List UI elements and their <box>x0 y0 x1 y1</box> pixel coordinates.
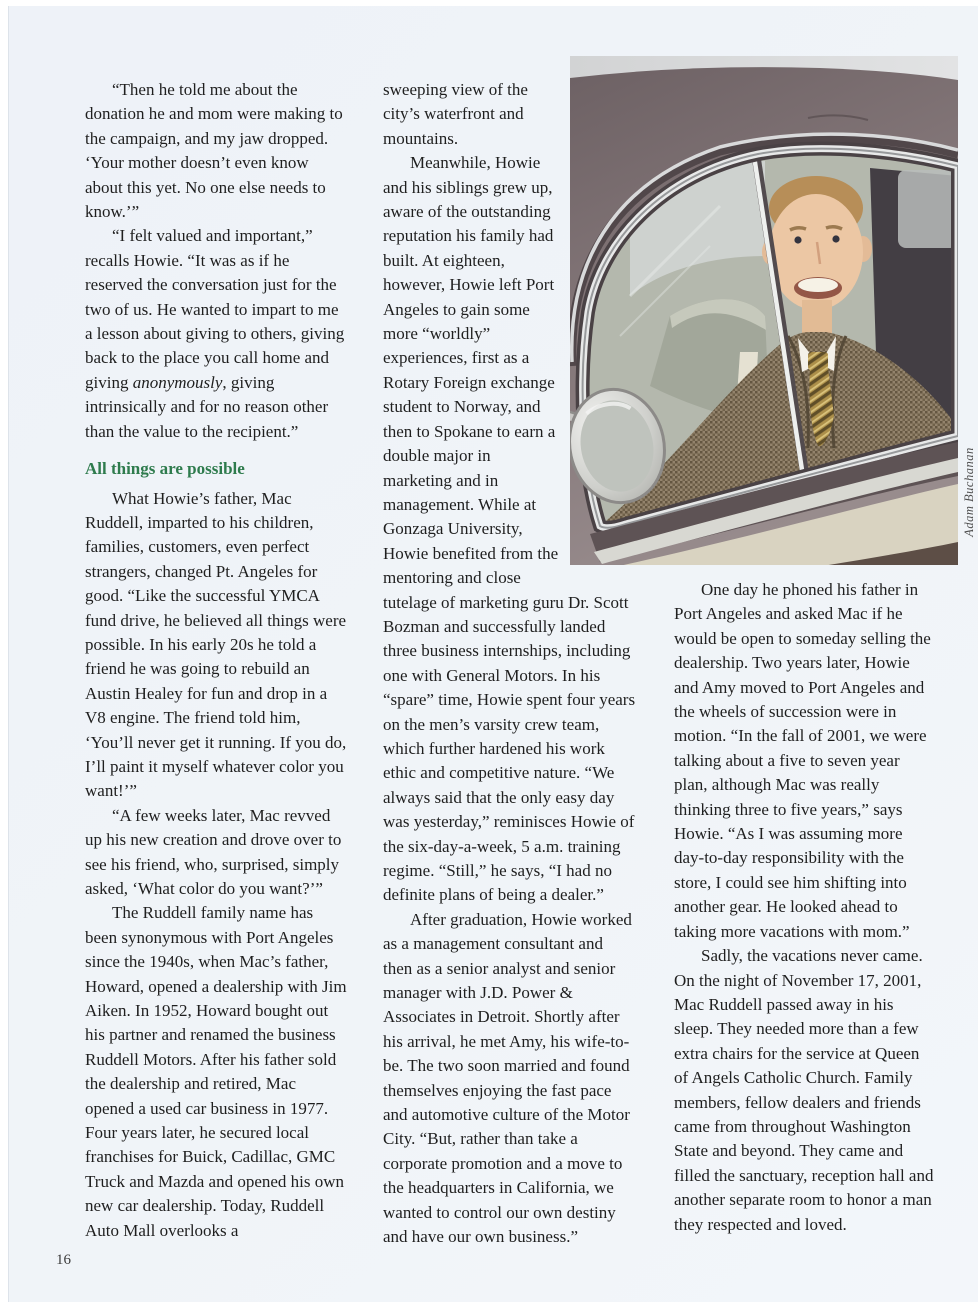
paragraph: “A few weeks later, Mac revved up his new creation and drove over to see his friend, who, surprised, simply asked, ‘What color do you want?’” <box>85 805 342 898</box>
paragraph-segment: “I felt valued and important,” recalls Howie. “It was as if he reserved the conversation just for the two of us. He wanted to impart to me a lesson about giving to others, giving back to the place you call home and giving <box>85 226 345 392</box>
photo-credit: Adam Buchanan <box>962 447 976 537</box>
paragraph: Sadly, the vacations never came. On the night of November 17, 2001, Mac Ruddell passed away in his sleep. They needed more than a few extra chairs for the service at Queen of Angels Catholic Church. Family members, fellow dealers and friends came from throughout Washington State and beyond. They came and filled the sanctuary, reception hall and another separate room to honor a man they respected and loved. <box>674 946 934 1234</box>
scan-edge-line <box>8 6 9 1302</box>
paragraph: After graduation, Howie worked as a management consultant and then as a senior analyst and senior manager with J.D. Power & Associates in Detroit. Shortly after his arrival, he met Amy, his wife-to-be. The two soon married and found themselves enjoying the fast pace and automotive culture of the Motor City. “But, rather than take a corporate promotion and a move to the headquarters in California, we wanted to control our own destiny and have our own business.” <box>383 909 632 1247</box>
paragraph: Meanwhile, Howie and his siblings grew up, aware of the outstanding reputation his family had built. At eighteen, however, Howie left Port Angeles to gain some more “worldly” experiences, first as a Rotary Foreign exchange student to Norway, and then to Spokane to earn a double major in marketing and in management. While at Gonzaga University, Howie benefited from the mentoring and close tutelage of marketing guru Dr. Scott Bozman and successfully landed three business internships, including one with General Motors. In his “spare” time, Howie spent four years on the men’s varsity crew team, which further hardened his work ethic and competitive nature. “We always said that the only easy day was yesterday,” reminisces Howie of the six-day-a-week, 5 a.m. training regime. “Still,” he says, “I had no definite plans of being a dealer.” <box>383 153 636 905</box>
paragraph <box>85 224 347 444</box>
text-column-1 <box>85 78 347 1243</box>
car-portrait-photo <box>570 56 958 565</box>
italic-word: anonymously <box>132 372 223 392</box>
paragraph: “Then he told me about the donation he and mom were making to the campaign, and my jaw dropped. ‘Your mother doesn’t even know about this yet. No one else needs to know.’” <box>85 80 343 222</box>
paragraph-continuation: sweeping view of the city’s waterfront and mountains. <box>383 80 528 148</box>
paragraph: What Howie’s father, Mac Ruddell, imparted to his children, families, customers, even perfect strangers, changed Pt. Angeles for good. “Like the successful YMCA fund drive, he believed all things were possible. In his early 20s he told a friend he was going to rebuild an Austin Healey for fun and drop in a V8 engine. The friend told him, ‘You’ll never get it running. If you do, I’ll paint it myself whatever color you want!’” <box>85 488 347 801</box>
paragraph: One day he phoned his father in Port Angeles and asked Mac if he would be open to someday selling the dealership. Two years later, Howie and Amy moved to Port Angeles and the wheels of succession were in motion. “In the fall of 2001, we were talking about a five to seven year plan, although Mac was really thinking three to five years,” says Howie. “As I was assuming more day-to-day responsibility with the store, I could see him shifting into another gear. He looked ahead to taking more vacations with mom.” <box>674 580 931 941</box>
page-number: 16 <box>56 1252 71 1268</box>
paragraph-segment: , giving intrinsically and for no reason other than the value to the recipient.” <box>85 372 329 441</box>
section-heading: All things are possible <box>85 459 245 479</box>
paragraph: The Ruddell family name has been synonymous with Port Angeles since the 1940s, when Mac’s father, Howard, opened a dealership with Jim Aiken. In 1952, Howard bought out his partner and renamed the business Ruddell Motors. After his father sold the dealership and retired, Mac opened a used car business in 1977. Four years later, he secured local franchises for Buick, Cadillac, GMC Truck and Mazda and opened his own new car dealership. Today, Ruddell Auto Mall overlooks a <box>85 903 347 1240</box>
